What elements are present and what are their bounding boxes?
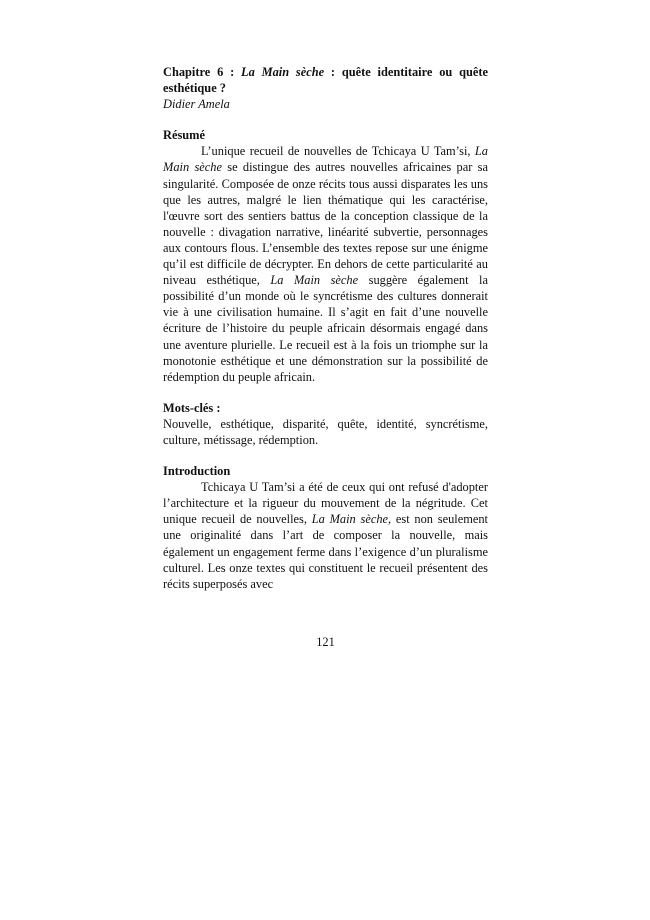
abstract-text-2: se distingue des autres nouvelles africaines par sa singularité. Composée de onze récits tous aussi disparates les uns que les autres, malgré le lien thématique qui les caractérise, l'œuvre sort des sentiers battus de la conception classique de la nouvelle : divagation narrative, linéarité subvertie, personnages aux contours flous. L’ensemble des textes repose sur une énigme qu’il est difficile de décrypter. En dehors de cette particularité au niveau esthétique, xyxy=(163,160,488,288)
document-page xyxy=(163,64,489,649)
chapter-title xyxy=(163,64,488,96)
abstract-text-1: L’unique recueil de nouvelles de Tchicaya U Tam’si, xyxy=(201,144,475,159)
keywords-heading: Mots-clés : xyxy=(163,400,221,415)
abstract-paragraph xyxy=(163,143,488,384)
chapter-label: Chapitre 6 : xyxy=(163,65,241,79)
chapter-title-rest: : quête identitaire ou quête esthétique ? xyxy=(163,65,488,96)
chapter-title-italic: La Main sèche xyxy=(241,65,325,79)
abstract-text-3: suggère également la possibilité d’un monde où le syncrétisme des cultures donnerait vie à une civilisation humaine. Il s’agit en fait d’une nouvelle écriture de l’histoire du peuple africain désormais engagé dans une aventure plurielle. Le recueil est à la fois un triomphe sur la monotonie esthétique et une démonstration sur la possibilité de rédemption du peuple africain. xyxy=(163,273,489,384)
abstract-heading: Résumé xyxy=(163,128,205,143)
introduction-heading: Introduction xyxy=(163,464,231,479)
introduction-text-2: est non seulement une originalité dans l’art de composer la nouvelle, mais également un engagement ferme dans l’exigence d’un pluralisme culturel. Les onze textes qui constituent le recueil présentent des récits superposés avec xyxy=(163,512,488,591)
author-name: Didier Amela xyxy=(163,97,230,112)
introduction-paragraph xyxy=(163,479,488,592)
abstract-italic-1: La Main sèche xyxy=(163,144,488,175)
abstract-italic-2: La Main sèche xyxy=(270,273,359,288)
introduction-text-1: Tchicaya U Tam’si a été de ceux qui ont refusé d'adopter l’architecture et la rigueur du mouvement de la négritude. Cet unique recueil de nouvelles, xyxy=(163,480,488,527)
page-number: 121 xyxy=(316,635,335,649)
introduction-italic-1: La Main sèche, xyxy=(311,512,392,527)
keywords-text: Nouvelle, esthétique, disparité, quête, identité, syncrétisme, culture, métissage, rédemption. xyxy=(163,416,488,447)
